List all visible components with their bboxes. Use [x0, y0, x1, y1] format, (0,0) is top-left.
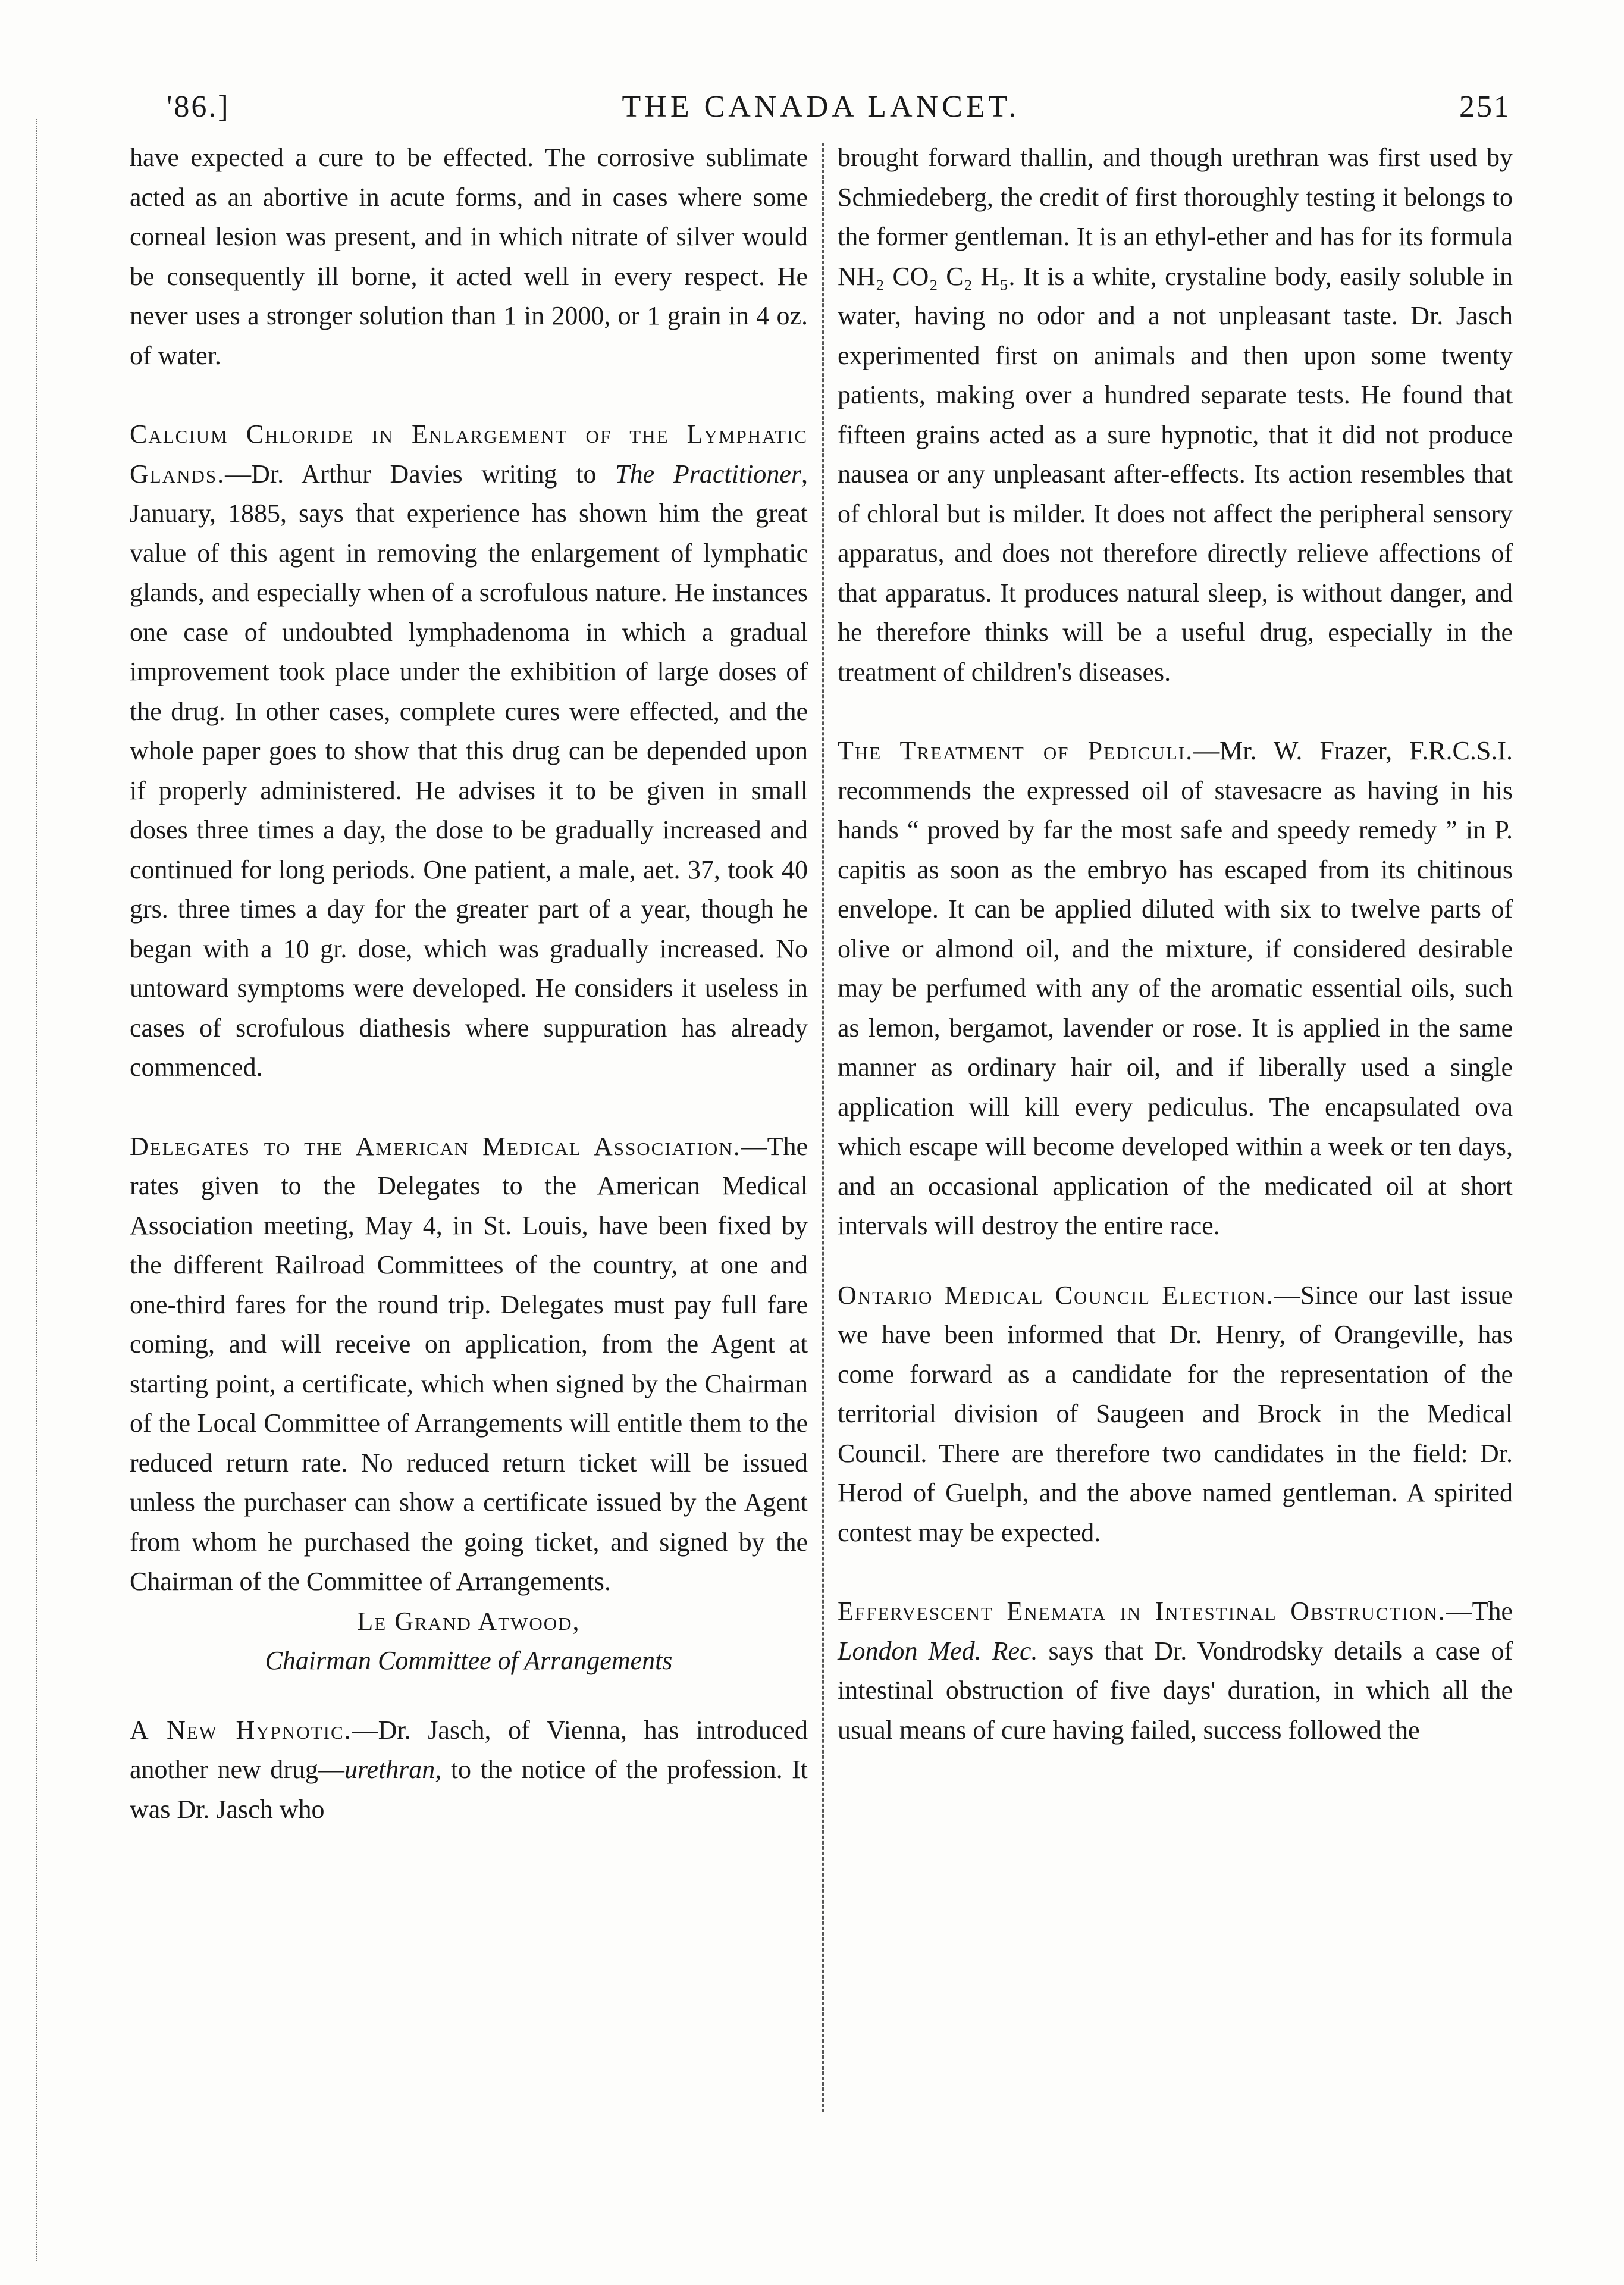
article-heading: Effervescent Enemata in Intestinal Obstruction. — [838, 1597, 1446, 1626]
article-pediculi — [838, 731, 1513, 1246]
article-text: , January, 1885, says that experience has shown him the great value of this agent in removing the enlargement of lymphatic glands, and especially when of a scrofulous nature. He instances one case of undoubted lymphadenoma in which a gradual improvement took place under the exhibition of large doses of the drug. In other cases, complete cures were effected, and the whole paper goes to show that this drug can be depended upon if properly administered. He advises it to be given in small doses three times a day, the dose to be gradually increased and continued for long periods. One patient, a male, aet. 37, took 40 grs. three times a day for the greater part of a year, though he began with a 10 gr. dose, which was gradually increased. No untoward symptoms were developed. He considers it useless in cases of scrofulous diathesis where suppuration has already commenced. — [130, 459, 808, 1082]
article-heading: The Treatment of Pediculi. — [838, 736, 1194, 765]
article-delegates — [130, 1127, 808, 1602]
article-text: It is a white, crystaline body, easily soluble in water, having no odor and a not unpleasant taste. Dr. Jasch experimented first on animals and then upon some twenty patients, making over a hundred separate tests. He found that fifteen grains acted as a sure hypnotic, that it did not produce nausea or any unpleasant after-effects. Its action resembles that of chloral but is milder. It does not affect the peripheral sensory apparatus, and does not therefore directly relieve affections of that apparatus. It produces natural sleep, is without danger, and he therefore thinks will be a useful drug, especially in the treatment of children's diseases. — [838, 261, 1513, 687]
chemical-formula: NH₂ CO₂ C₂ H₅. — [838, 261, 1015, 291]
article-text: —Dr. Arthur Davies writing to — [225, 459, 616, 489]
continued-paragraph: have expected a cure to be effected. The corrosive sublimate acted as an abortive in acute forms, and in cases where some corneal lesion was present, and in which nitrate of silver would be consequently ill borne, it acted well in every respect. He never uses a stronger solution than 1 in 2000, or 1 grain in 4 oz. of water. — [130, 143, 808, 370]
header-year: '86.] — [167, 90, 230, 124]
journal-name: The Practitioner — [615, 459, 801, 489]
left-column — [130, 138, 808, 1829]
page-number: 251 — [1459, 90, 1511, 124]
article-new-hypnotic — [130, 1711, 808, 1830]
article-heading: A New Hypnotic. — [130, 1715, 352, 1745]
article-ontario-election — [838, 1276, 1513, 1553]
article-enemata — [838, 1592, 1513, 1750]
right-column — [838, 138, 1513, 1750]
signature-title: Chairman Committee of Arrangements — [265, 1646, 673, 1675]
journal-title: THE CANADA LANCET. — [622, 90, 1020, 124]
article-text: —Dr. Jasch, of Vienna, has introduced another new drug— — [130, 1715, 808, 1784]
article-text: —The rates given to the Delegates to the American Medical Association meeting, May 4, in St. Louis, have been fixed by the different Railroad Committees of the country, at one and one-third fares for the round trip. Delegates must pay full fare coming, and will receive on application, from the Agent at starting point, a certificate, which when signed by the Chairman of the Local Committee of Arrangements will entitle them to the reduced return rate. No reduced return ticket will be issued unless the purchaser can show a certificate issued by the Agent from whom he purchased the going ticket, and signed by the Chairman of the Committee of Arrangements. — [130, 1131, 808, 1596]
article-text: brought forward thallin, and though urethran was first used by Schmiedeberg, the credit of first thoroughly testing it belongs to the former gentleman. It is an ethyl-ether and has for its formula — [838, 143, 1513, 251]
column-divider — [822, 143, 824, 2112]
article-heading: Ontario Medical Council Election. — [838, 1280, 1274, 1310]
signature-name: Le Grand Atwood, — [357, 1606, 581, 1636]
article-text: —Since our last issue we have been informed that Dr. Henry, of Orangeville, has come forward as a candidate for the representation of the territorial division of Saugeen and Brock in the Medical Council. There are therefore two candidates in the field: Dr. Herod of Guelph, and the above named gentleman. A spirited contest may be expected. — [838, 1280, 1513, 1547]
continued-paragraph — [838, 138, 1513, 692]
page-edge-rule — [36, 119, 37, 2261]
article-heading: Delegates to the American Medical Association. — [130, 1131, 741, 1161]
running-header — [125, 89, 1517, 131]
article-text: —Mr. W. Frazer, F.R.C.S.I. recommends the expressed oil of stavesacre as having in his hands “ proved by far the most safe and speedy remedy ” in P. capitis as soon as the embryo has escaped from its chitinous envelope. It can be applied diluted with six to twelve parts of olive or almond oil, and the mixture, if considered desirable may be perfumed with any of the aromatic essential oils, such as lemon, bergamot, lavender or rose. It is applied in the same manner as ordinary hair oil, and if liberally used a single application will kill every pediculus. The encapsulated ova which escape will become developed within a week or ten days, and an occasional application of the medicated oil at short intervals will destroy the entire race. — [838, 736, 1513, 1240]
article-heading: Calcium Chloride in Enlargement of the Lymphatic Glands. — [130, 420, 808, 489]
drug-name: urethran, — [344, 1755, 442, 1784]
article-calcium-chloride — [130, 415, 808, 1088]
article-text: to the notice of the profession. It was Dr. Jasch who — [130, 1755, 808, 1824]
journal-name: London Med. Rec. — [838, 1636, 1038, 1666]
article-text: says that Dr. Vondrodsky details a case of intestinal obstruction of five days' duration, in which all the usual means of cure having failed, success followed the — [838, 1636, 1513, 1745]
article-text: —The — [1446, 1597, 1513, 1626]
